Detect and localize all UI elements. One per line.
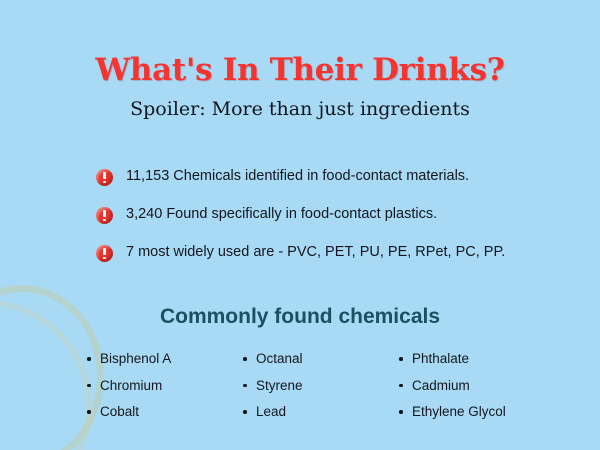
exclamation-circle-icon bbox=[96, 207, 113, 224]
fact-text: 7 most widely used are - PVC, PET, PU, PE, RPet, PC, PP. bbox=[126, 244, 506, 260]
list-item: Lead bbox=[242, 405, 398, 419]
section-heading: Commonly found chemicals bbox=[159, 305, 441, 328]
list-item bbox=[96, 206, 556, 224]
chemicals-column-2 bbox=[242, 352, 398, 432]
facts-list bbox=[96, 168, 556, 282]
page-title: What's In Their Drinks? bbox=[95, 52, 505, 88]
exclamation-circle-icon bbox=[96, 169, 113, 186]
page-subtitle: Spoiler: More than just ingredients bbox=[130, 98, 470, 120]
exclamation-circle-icon bbox=[96, 245, 113, 262]
chemicals-columns bbox=[86, 352, 556, 432]
list-item bbox=[96, 168, 556, 186]
list-item: Styrene bbox=[242, 379, 398, 393]
list-item: Ethylene Glycol bbox=[398, 405, 556, 419]
fact-text: 11,153 Chemicals identified in food-contact materials. bbox=[126, 168, 470, 184]
fact-text: 3,240 Found specifically in food-contact plastics. bbox=[126, 206, 438, 222]
list-item: Bisphenol A bbox=[86, 352, 242, 366]
list-item: Chromium bbox=[86, 379, 242, 393]
list-item: Phthalate bbox=[398, 352, 556, 366]
list-item: Cobalt bbox=[86, 405, 242, 419]
list-item: Octanal bbox=[242, 352, 398, 366]
chemicals-column-1 bbox=[86, 352, 242, 432]
list-item: Cadmium bbox=[398, 379, 556, 393]
chemicals-column-3 bbox=[398, 352, 556, 432]
list-item bbox=[96, 244, 556, 262]
